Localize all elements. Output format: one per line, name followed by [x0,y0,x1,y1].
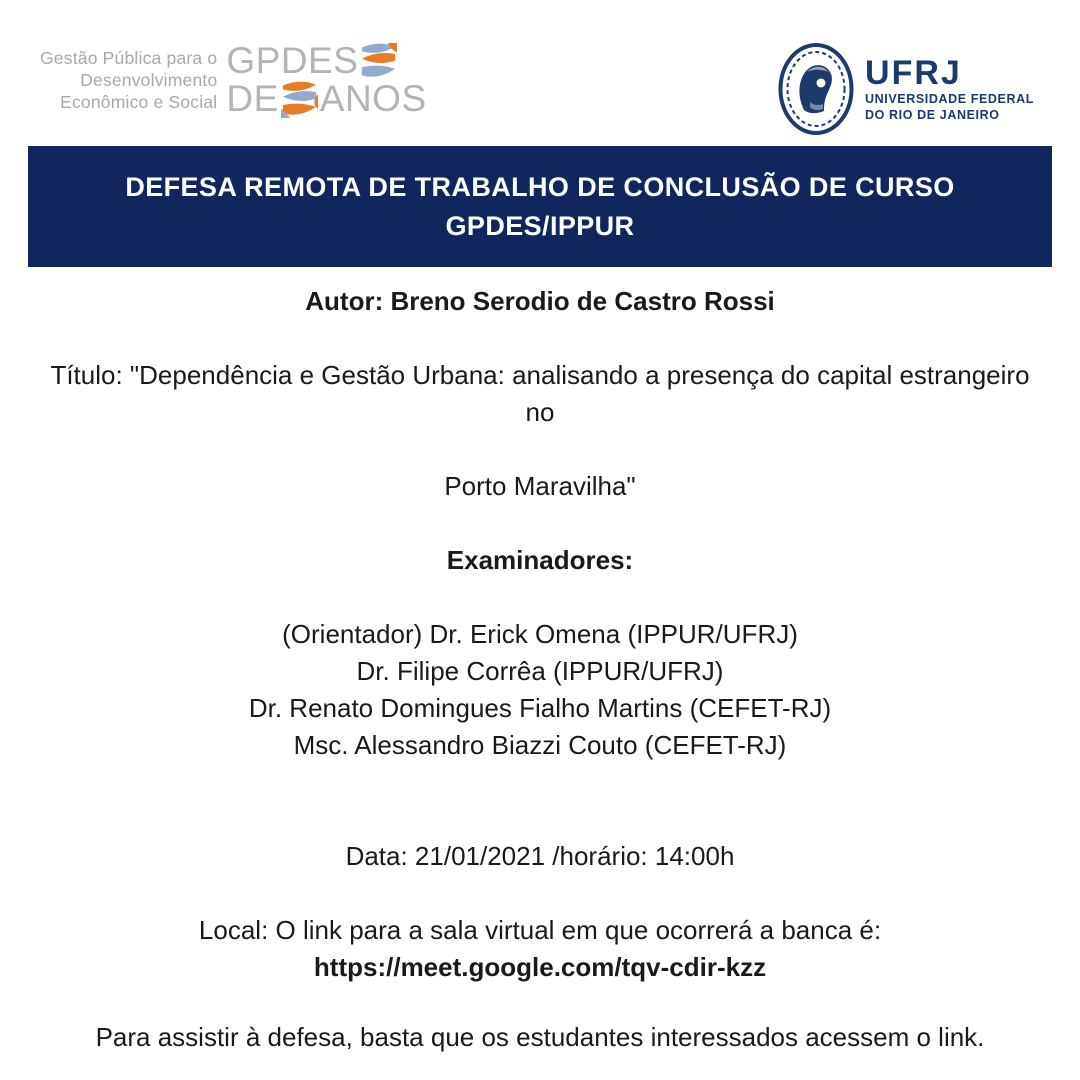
announcement-body [0,283,1080,1056]
ufrj-name-line1: UNIVERSIDADE FEDERAL [865,92,1034,106]
gpdes-wordmark-text1: GPDES [226,40,359,81]
thesis-title-block [0,357,1080,431]
examiners-heading: Examinadores: [446,545,634,575]
gpdes-tagline [40,47,217,113]
examiner-item: (Orientador) Dr. Erick Omena (IPPUR/UFRJ) [282,619,798,649]
gpdes-tagline-line1: Gestão Pública para o [40,48,218,68]
gpdes-wordmark-text3: ANOS [319,78,427,119]
author-line: Autor: Breno Serodio de Castro Rossi [305,286,775,316]
footer-instruction-line: Para assistir à defesa, basta que os estudantes interessados acessem o link. [95,1022,985,1052]
gpdes-wordmark-row2 [226,80,426,118]
thesis-title-line2: no [525,397,555,427]
examiner-item: Msc. Alessandro Biazzi Couto (CEFET-RJ) [293,730,787,760]
ufrj-name-line2: DO RIO DE JANEIRO [865,108,1000,122]
gpdes-wordmark [226,42,426,118]
banner-title-line1: DEFESA REMOTA DE TRABALHO DE CONCLUSÃO DE CURSO [125,171,955,202]
date-time-line: Data: 21/01/2021 /horário: 14:00h [345,841,735,871]
ufrj-text-block [865,55,1034,123]
ufrj-acronym: UFRJ [865,54,962,92]
location-block [0,912,1080,986]
title-banner [28,146,1052,267]
meeting-link[interactable]: https://meet.google.com/tqv-cdir-kzz [313,952,767,982]
gpdes-logo [40,42,427,118]
examiners-list [0,616,1080,764]
thesis-title-line3: Porto Maravilha" [444,471,636,501]
examiner-item: Dr. Filipe Corrêa (IPPUR/UFRJ) [356,656,724,686]
examiner-item: Dr. Renato Domingues Fialho Martins (CEFET-RJ) [248,693,832,723]
thesis-title-line1: Título: "Dependência e Gestão Urbana: analisando a presença do capital estrangeiro [50,360,1030,390]
gpdes-swirl-s-icon [360,43,397,80]
gpdes-wordmark-row1 [226,42,426,80]
gpdes-wordmark-text2: DE [226,78,279,119]
gpdes-tagline-line3: Econômico e Social [60,92,218,112]
header [0,0,1080,146]
ufrj-logo [777,42,1034,136]
gpdes-swirl-z-icon [281,81,318,118]
banner-title-line2: GPDES/IPPUR [445,210,635,241]
ufrj-crest-icon [777,42,855,136]
gpdes-tagline-line2: Desenvolvimento [80,70,218,90]
location-line: Local: O link para a sala virtual em que ocorrerá a banca é: [198,915,882,945]
